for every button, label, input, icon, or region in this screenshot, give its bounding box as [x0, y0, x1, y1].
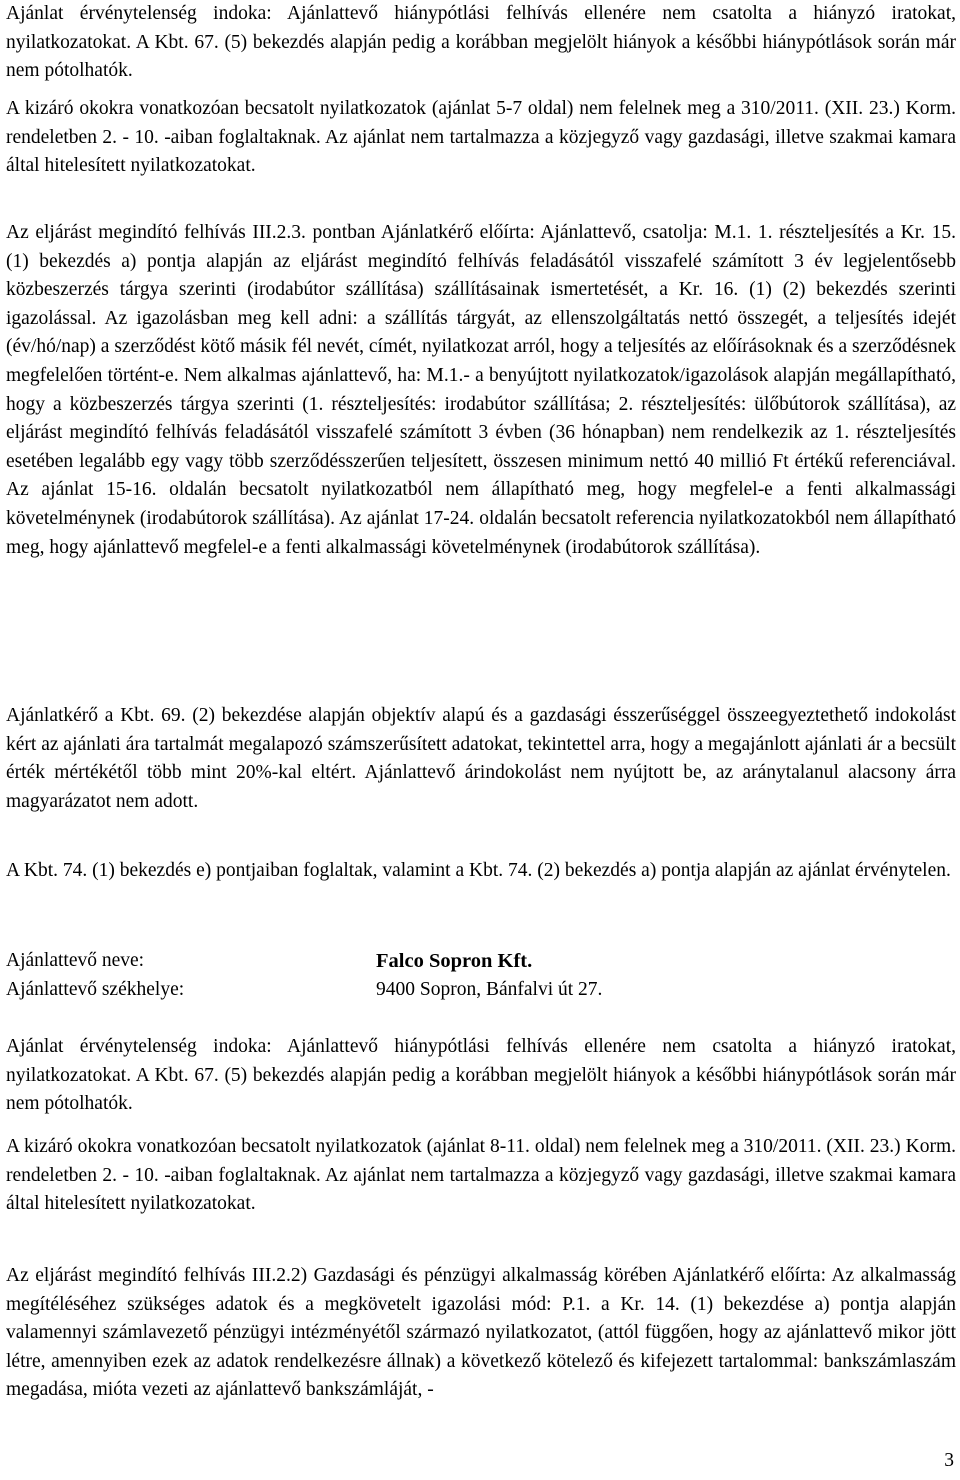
bidder-address-label: Ajánlattevő székhelye: [6, 979, 185, 1000]
paragraph-suitability-requirement: Az eljárást megindító felhívás III.2.3. pontban Ajánlatkérő előírta: Ajánlattevő, csatolja: M.1. 1. részteljesítés a Kr. 15. (1) bekezdés a) pontja alapján az eljárást megindító felhívás feladásától visszafelé számított 3 év legjelentősebb közbeszerzés tárgya szerinti (irodabútor szállítása) szállításainak ismertetését, a Kr. 16. (1) (2) bekezdés szerinti igazolással. Az igazolásban meg kell adni: a szállítás tárgyát, az ellenszolgáltatás nettó összegét, a teljesítés idejét (év/hó/nap) a szerződést kötő másik fél nevét, címét, nyilatkozat arról, hogy a teljesítés az előírásoknak és a szerződésnek megfelelően történt-e. Nem alkalmas ajánlattevő, ha: M.1.- a benyújtott nyilatkozatok/igazolások alapján megállapítható, hogy a közbeszerzés tárgya szerinti (1. részteljesítés: irodabútor szállítása; 2. részteljesítés: ülőbútorok szállítása), az eljárást megindító felhívás feladásától visszafelé számított 3 évben (36 hónapban) nem rendelkezik az 1. részteljesítés esetében legalább egy vagy több szerződésszerűen teljesített, összesen minimum nettó 40 millió Ft értékű referenciával. Az ajánlat 15-16. oldalán becsatolt nyilatkozatból nem állapítható meg, hogy megfelel-e a fenti alkalmassági követelménynek (irodabútorok szállítása). Az ajánlat 17-24. oldalán becsatolt referencia nyilatkozatokból nem állapítható meg, hogy ajánlattevő megfelel-e a fenti alkalmassági követelménynek (irodabútorok szállítása). [6, 222, 956, 558]
paragraph-invalidity-reason-2: Ajánlat érvénytelenség indoka: Ajánlattevő hiánypótlási felhívás ellenére nem csatolta a hiányzó iratokat, nyilatkozatokat. A Kbt. 67. (5) bekezdés alapján pedig a korábban megjelölt hiányok a későbbi hiánypótlások során már nem pótolhatók. [6, 1036, 956, 1115]
paragraph-price-justification: Ajánlatkérő a Kbt. 69. (2) bekezdése alapján objektív alapú és a gazdasági ésszerűséggel összeegyeztethető indokolást kért az ajánlati ára tartalmát megalapozó számszerűsített adatokat, tekintettel arra, hogy a megajánlott ajánlati ár a becsült érték mértékétől több mint 20%-kal eltért. Ajánlattevő árindokolást nem nyújtott be, az aránytalanul alacsony árra magyarázatot nem adott. [6, 705, 956, 812]
paragraph-exclusion-grounds-1: A kizáró okokra vonatkozóan becsatolt nyilatkozatok (ajánlat 5-7 oldal) nem felelnek meg a 310/2011. (XII. 23.) Korm. rendeletben 2. - 10. -aiban foglaltaknak. Az ajánlat nem tartalmazza a közjegyző vagy gazdasági, illetve szakmai kamara által hitelesített nyilatkozatokat. [6, 98, 956, 177]
paragraph-invalidity-conclusion: A Kbt. 74. (1) bekezdés e) pontjaiban foglaltak, valamint a Kbt. 74. (2) bekezdés a) pontja alapján az ajánlat érvénytelen. [6, 860, 951, 881]
paragraph-exclusion-grounds-2: A kizáró okokra vonatkozóan becsatolt nyilatkozatok (ajánlat 8-11. oldal) nem felelnek meg a 310/2011. (XII. 23.) Korm. rendeletben 2. - 10. -aiban foglaltaknak. Az ajánlat nem tartalmazza a közjegyző vagy gazdasági, illetve szakmai kamara által hitelesített nyilatkozatokat. [6, 1136, 956, 1215]
page-number: 3 [944, 1450, 954, 1471]
paragraph-invalidity-reason-1: Ajánlat érvénytelenség indoka: Ajánlattevő hiánypótlási felhívás ellenére nem csatolta a hiányzó iratokat, nyilatkozatokat. A Kbt. 67. (5) bekezdés alapján pedig a korábban megjelölt hiányok a későbbi hiánypótlások során már nem pótolhatók. [6, 3, 956, 82]
bidder-address-value: 9400 Sopron, Bánfalvi út 27. [376, 979, 603, 1000]
bidder-name-value: Falco Sopron Kft. [376, 950, 533, 972]
bidder-name-label: Ajánlattevő neve: [6, 950, 145, 971]
paragraph-financial-suitability: Az eljárást megindító felhívás III.2.2) Gazdasági és pénzügyi alkalmasság körében Ajánlatkérő előírta: Az alkalmasság megítéléséhez szükséges adatok és a megkövetelt igazolási mód: P.1. a Kr. 14. (1) bekezdése a) pontja alapján valamennyi számlavezető pénzügyi intézményétől származó nyilatkozatot, (attól függően, hogy az ajánlattevő mikor jött létre, amennyiben ezek az adatok rendelkezésre állnak) a következő kötelező és kifejezett tartalommal: bankszámlaszám megadása, mióta vezeti az ajánlattevő bankszámláját, - [6, 1265, 956, 1401]
